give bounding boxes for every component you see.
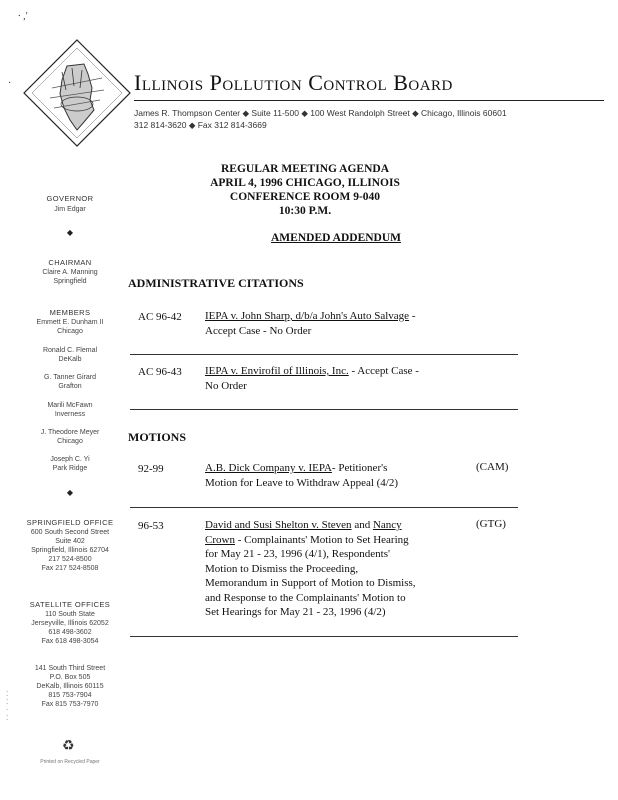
case-number: AC 96-42 [138, 311, 182, 323]
case-caption: IEPA v. John Sharp, d/b/a John's Auto Salvage [205, 310, 410, 322]
state-seal-icon [22, 38, 132, 148]
member-city: Chicago [57, 438, 83, 445]
fax-edge-marks: ⁚ ⁚ · ⁚ [6, 690, 9, 722]
springfield-fax: Fax 217 524-8508 [41, 565, 99, 572]
chairman-heading: CHAIRMAN [48, 258, 92, 267]
board-member-initials: (GTG) [476, 518, 506, 530]
case-number: 92-99 [138, 463, 164, 475]
agenda-item-text: A.B. Dick Company v. IEPA- Petitioner's Motion for Leave to Withdraw Appeal (4/2) [205, 462, 399, 489]
governor-name: Jim Edgar [54, 206, 86, 213]
satellite-address-line: P.O. Box 505 [49, 674, 91, 681]
item-divider [130, 507, 518, 508]
agenda-item-text: IEPA v. John Sharp, d/b/a John's Auto Salvage - Accept Case - No Order [205, 310, 416, 337]
corner-mark-left: · [8, 78, 12, 89]
member-city: Grafton [58, 383, 82, 390]
member-city: DeKalb [58, 356, 82, 363]
case-caption: A.B. Dick Company v. IEPA [205, 462, 332, 474]
recycle-icon: ♻ [62, 739, 75, 754]
satellite-address-line: Jerseyville, Illinois 62052 [31, 620, 109, 627]
agenda-item-text: IEPA v. Envirofil of Illinois, Inc. - Accept Case - No Order [205, 365, 419, 392]
address-line: James R. Thompson Center ◆ Suite 11-500 ◆ 100 West Randolph Street ◆ Chicago, Illinois 60601 [134, 108, 507, 118]
satellite-address-line: 110 South State [45, 611, 95, 618]
springfield-address-line: Suite 402 [55, 538, 85, 545]
agenda-room: CONFERENCE ROOM 9-040 [229, 191, 381, 203]
springfield-phone: 217 524-8500 [48, 556, 92, 563]
members-heading: MEMBERS [49, 308, 91, 317]
amended-addendum-heading: AMENDED ADDENDUM [271, 232, 402, 244]
case-caption: David and Susi Shelton v. Steven [205, 519, 352, 531]
agenda-time: 10:30 P.M. [278, 205, 332, 217]
satellite-address-line: DeKalb, Illinois 60115 [36, 683, 104, 690]
header-divider [134, 100, 604, 101]
item-divider [130, 409, 518, 410]
board-title: Illinois Pollution Control Board [134, 70, 453, 95]
satellite-fax: Fax 815 753-7970 [41, 701, 99, 708]
member-name: J. Theodore Meyer [40, 429, 100, 436]
recycled-paper-note: Printed on Recycled Paper [40, 759, 100, 765]
item-divider [130, 354, 518, 355]
member-name: Joseph C. Yi [50, 456, 90, 463]
governor-heading: GOVERNOR [46, 194, 94, 203]
springfield-address-line: 600 South Second Street [30, 529, 110, 536]
case-number: AC 96-43 [138, 366, 182, 378]
case-caption: IEPA v. Envirofil of Illinois, Inc. [205, 365, 349, 377]
member-name: Ronald C. Flemal [42, 347, 98, 354]
satellite-offices-heading: SATELLITE OFFICES [29, 600, 111, 609]
springfield-address-line: Springfield, Illinois 62704 [31, 547, 109, 554]
case-number: 96-53 [138, 520, 164, 532]
springfield-office-heading: SPRINGFIELD OFFICE [26, 518, 114, 527]
diamond-bullet-icon: ◆ [66, 228, 74, 237]
member-city: Park Ridge [52, 465, 88, 472]
satellite-fax: Fax 618 498-3054 [41, 638, 99, 645]
corner-mark: ⸱ ,′ [18, 11, 28, 22]
board-logo [22, 38, 132, 148]
member-city: Chicago [57, 328, 83, 335]
member-city: Inverness [54, 411, 86, 418]
satellite-phone: 815 753-7904 [48, 692, 92, 699]
chairman-name: Claire A. Manning [42, 269, 98, 276]
satellite-address-line: 141 South Third Street [34, 665, 106, 672]
motions-heading: MOTIONS [128, 430, 187, 444]
member-name: Emmett E. Dunham II [36, 319, 104, 326]
agenda-date-location: APRIL 4, 1996 CHICAGO, ILLINOIS [210, 177, 400, 189]
satellite-phone: 618 498-3602 [48, 629, 92, 636]
agenda-item-text: David and Susi Shelton v. Steven and Nancy Crown - Complainants' Motion to Set Hearing for May 21 - 23, 1996 (4/1), Respondents' Motion to Dismiss the Proceeding, Memorandum in Support of Motion to Dismiss, and Response to the Complainants' Motion to Set Hearings for May 21 - 23, 1996 (4/2) [205, 519, 416, 618]
chairman-city: Springfield [53, 278, 87, 285]
board-member-initials: (CAM) [476, 461, 509, 473]
agenda-title: REGULAR MEETING AGENDA [220, 163, 390, 175]
phone-line: 312 814-3620 ◆ Fax 312 814-3669 [134, 120, 267, 130]
diamond-bullet-icon: ◆ [66, 488, 74, 497]
member-name: G. Tanner Girard [43, 374, 96, 381]
member-name: Marili McFawn [47, 402, 93, 409]
admin-citations-heading: ADMINISTRATIVE CITATIONS [128, 276, 304, 290]
item-divider [130, 636, 518, 637]
